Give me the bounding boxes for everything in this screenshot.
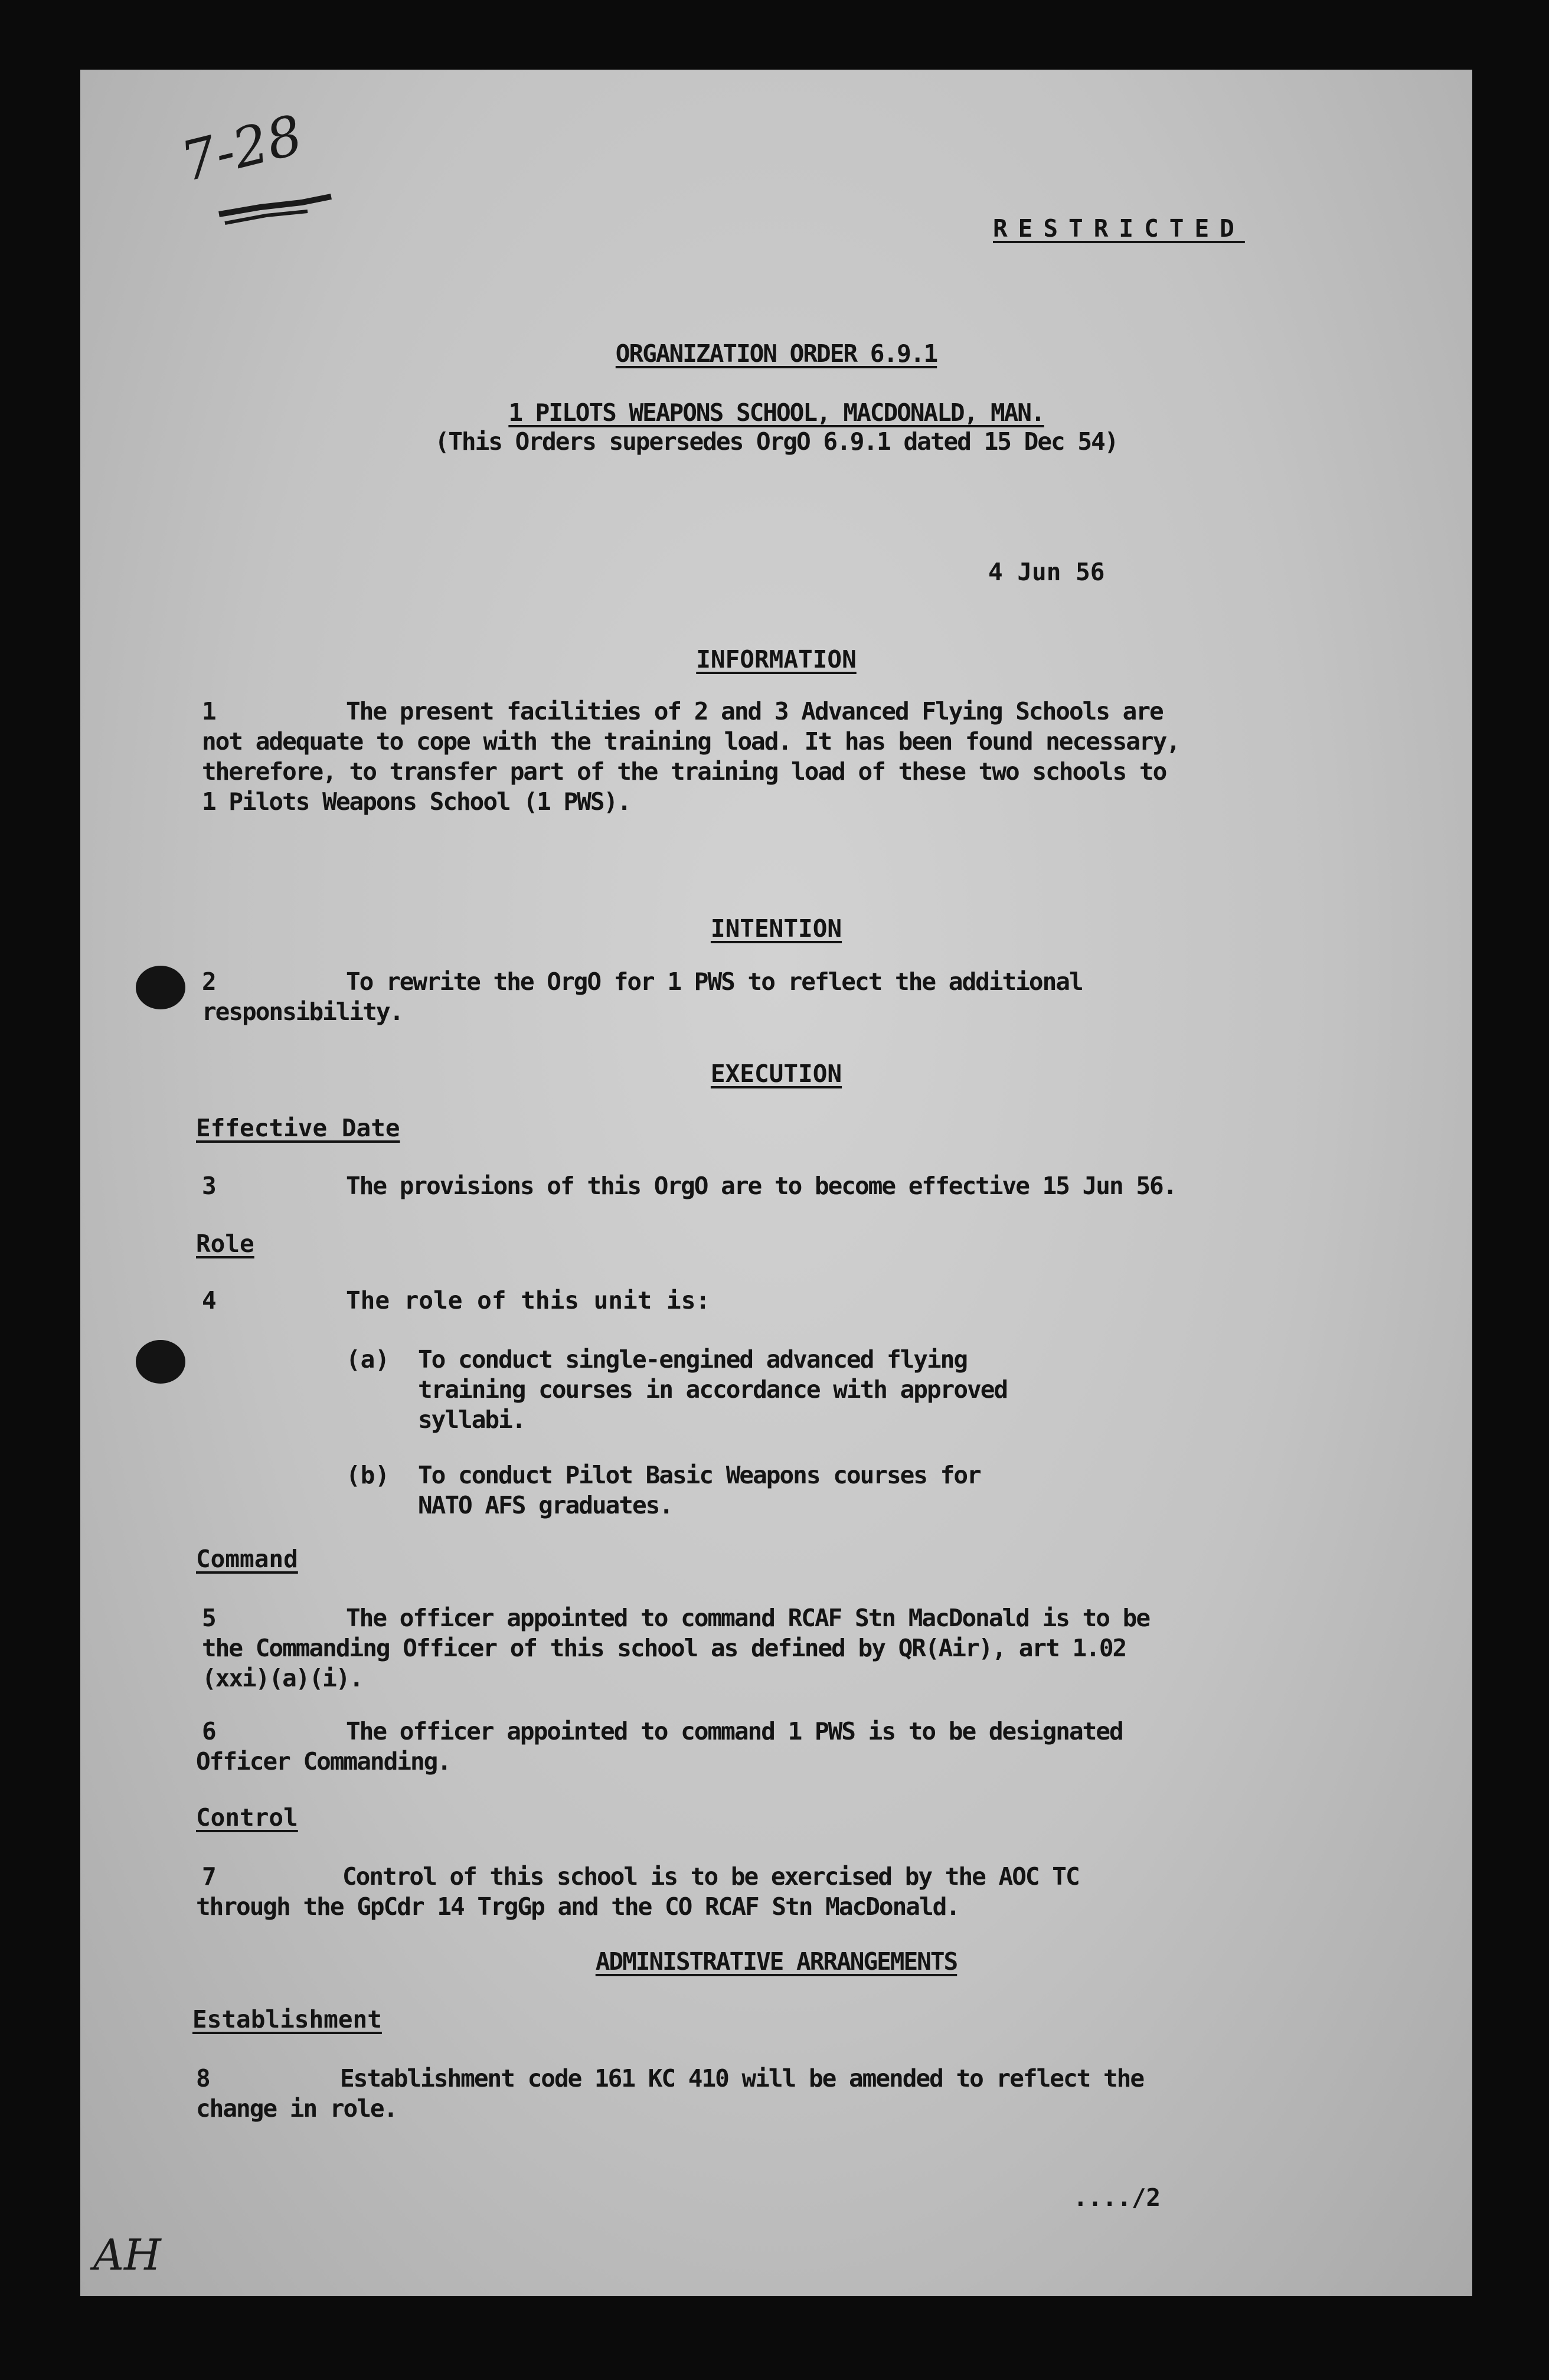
document-page	[80, 70, 1472, 2296]
handwritten-file-ref: 7-28	[175, 103, 309, 194]
subpara-b-line: To conduct Pilot Basic Weapons courses for	[418, 1461, 981, 1489]
subpara-a	[418, 1345, 1185, 1435]
subheading-command: Command	[196, 1545, 298, 1573]
unit-name: 1 PILOTS WEAPONS SCHOOL, MACDONALD, MAN.	[508, 398, 1044, 427]
section-heading-intention: INTENTION	[710, 914, 842, 943]
section-heading-administrative: ADMINISTRATIVE ARRANGEMENTS	[595, 1947, 957, 1976]
para-4-text: The role of this unit is:	[346, 1286, 711, 1315]
para-5-number: 5	[202, 1604, 217, 1632]
para-7-line: through the GpCdr 14 TrgGp and the CO RCAF Stn MacDonald.	[196, 1892, 959, 1921]
subpara-b-line: NATO AFS graduates.	[418, 1491, 672, 1519]
section-heading-information: INFORMATION	[696, 645, 857, 674]
continuation-marker: ..../2	[1073, 2183, 1161, 2212]
para-3-text: The provisions of this OrgO are to become effective 15 Jun 56.	[346, 1172, 1177, 1200]
subpara-b	[418, 1460, 1185, 1521]
para-6-number: 6	[202, 1717, 217, 1745]
para-1-number: 1	[202, 697, 217, 725]
subheading-establishment: Establishment	[192, 2005, 382, 2034]
para-1-line: 1 Pilots Weapons School (1 PWS).	[202, 787, 630, 816]
supersedes-note: (This Orders supersedes OrgO 6.9.1 dated 15 Dec 54)	[434, 427, 1118, 456]
para-8-line: change in role.	[196, 2094, 397, 2123]
para-5-first-line: The officer appointed to command RCAF Stn MacDonald is to be	[346, 1604, 1150, 1632]
para-6-first-line: The officer appointed to command 1 PWS is to be designated	[346, 1717, 1123, 1745]
para-7-number: 7	[202, 1862, 217, 1891]
handwritten-page-mark: AH	[93, 2230, 161, 2280]
para-1-continuation	[202, 727, 1276, 817]
subheading-effective-date: Effective Date	[196, 1114, 400, 1142]
para-8-first-line: Establishment code 161 KC 410 will be amended to reflect the	[340, 2064, 1144, 2093]
para-5-line: (xxi)(a)(i).	[202, 1664, 363, 1692]
subheading-control: Control	[196, 1803, 298, 1832]
punch-hole	[136, 966, 185, 1009]
para-5-line: the Commanding Officer of this school as defined by QR(Air), art 1.02	[202, 1634, 1126, 1662]
struck-out-annotation	[213, 179, 337, 232]
subheading-role: Role	[196, 1230, 254, 1258]
order-title: ORGANIZATION ORDER 6.9.1	[615, 339, 937, 368]
para-8-number: 8	[196, 2064, 211, 2093]
order-date: 4 Jun 56	[988, 558, 1105, 586]
para-2-number: 2	[202, 967, 217, 996]
classification-marking: RESTRICTED	[993, 214, 1245, 243]
para-2-line: responsibility.	[202, 998, 403, 1026]
para-1-line: not adequate to cope with the training load. It has been found necessary,	[202, 727, 1179, 756]
subpara-b-label: (b)	[346, 1461, 390, 1489]
subpara-a-label: (a)	[346, 1345, 390, 1374]
para-4-number: 4	[202, 1286, 217, 1315]
subpara-a-line: To conduct single-engined advanced flying	[418, 1345, 968, 1374]
para-1-first-line: The present facilities of 2 and 3 Advanced Flying Schools are	[346, 697, 1163, 725]
para-7-first-line: Control of this school is to be exercised by the AOC TC	[342, 1862, 1079, 1891]
subpara-a-line: syllabi.	[418, 1405, 525, 1434]
para-1-line: therefore, to transfer part of the training load of these two schools to	[202, 757, 1166, 786]
subpara-a-line: training courses in accordance with approved	[418, 1375, 1008, 1404]
para-5-continuation	[202, 1633, 1276, 1694]
para-3-number: 3	[202, 1172, 217, 1200]
section-heading-execution: EXECUTION	[710, 1060, 842, 1088]
para-2-first-line: To rewrite the OrgO for 1 PWS to reflect the additional	[346, 967, 1083, 996]
punch-hole	[136, 1340, 185, 1384]
para-6-line: Officer Commanding.	[196, 1747, 450, 1776]
